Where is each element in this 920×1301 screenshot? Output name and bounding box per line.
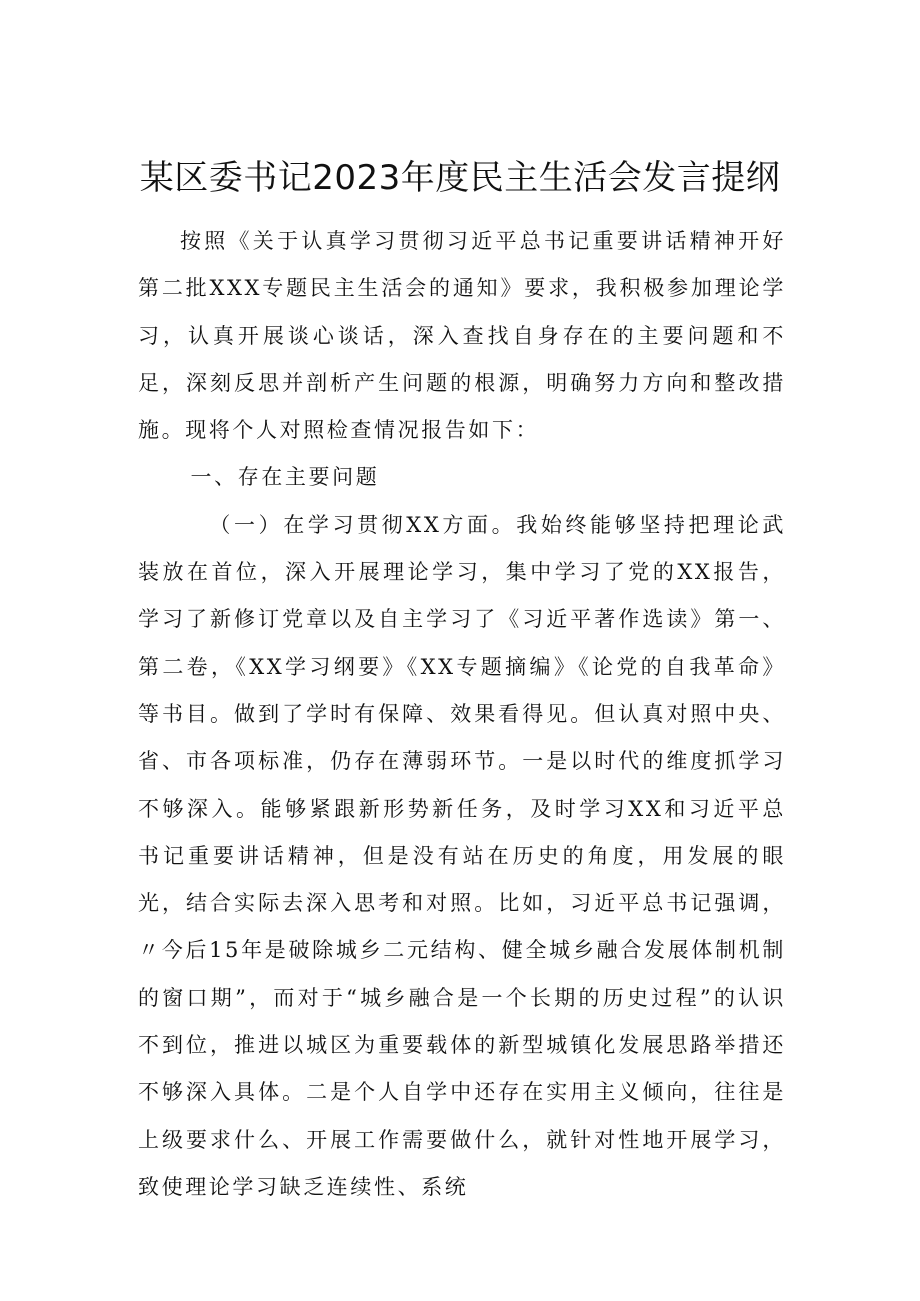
document-title: 某区委书记2023年度民主生活会发言提纲 — [139, 158, 781, 198]
subsection-paragraph: （一）在学习贯彻XX方面。我始终能够坚持把理论武装放在首位，深入开展理论学习，集中学习了党的XX报告，学习了新修订党章以及自主学习了《习近平著作选读》第一、第二卷，《XX学习纲要》《XX专题摘编》《论党的自我革命》等书目。做到了学时有保障、效果看得见。但认真对照中央、省、市各项标准，仍存在薄弱环节。一是以时代的维度抓学习不够深入。能够紧跟新形势新任务，及时学习XX和习近平总书记重要讲话精神，但是没有站在历史的角度，用发展的眼光，结合实际去深入思考和对照。比如，习近平总书记强调，〃今后15年是破除城乡二元结构、健全城乡融合发展体制机制的窗口期”，而对于“城乡融合是一个长期的历史过程”的认识不到位，推进以城区为重要载体的新型城镇化发展思路举措还不够深入具体。二是个人自学中还存在实用主义倾向，往往是上级要求什么、开展工作需要做什么，就针对性地开展学习，致使理论学习缺乏连续性、系统 — [138, 512, 786, 1199]
intro-paragraph: 按照《关于认真学习贯彻习近平总书记重要讲话精神开好第二批XXX专题民主生活会的通知》要求，我积极参加理论学习，认真开展谈心谈话，深入查找自身存在的主要问题和不足，深刻反思并剖析产生问题的根源，明确努力方向和整改措施。现将个人对照检查情况报告如下： — [138, 229, 786, 443]
document-body — [138, 218, 786, 1211]
section-heading: 一、存在主要问题 — [190, 465, 380, 490]
